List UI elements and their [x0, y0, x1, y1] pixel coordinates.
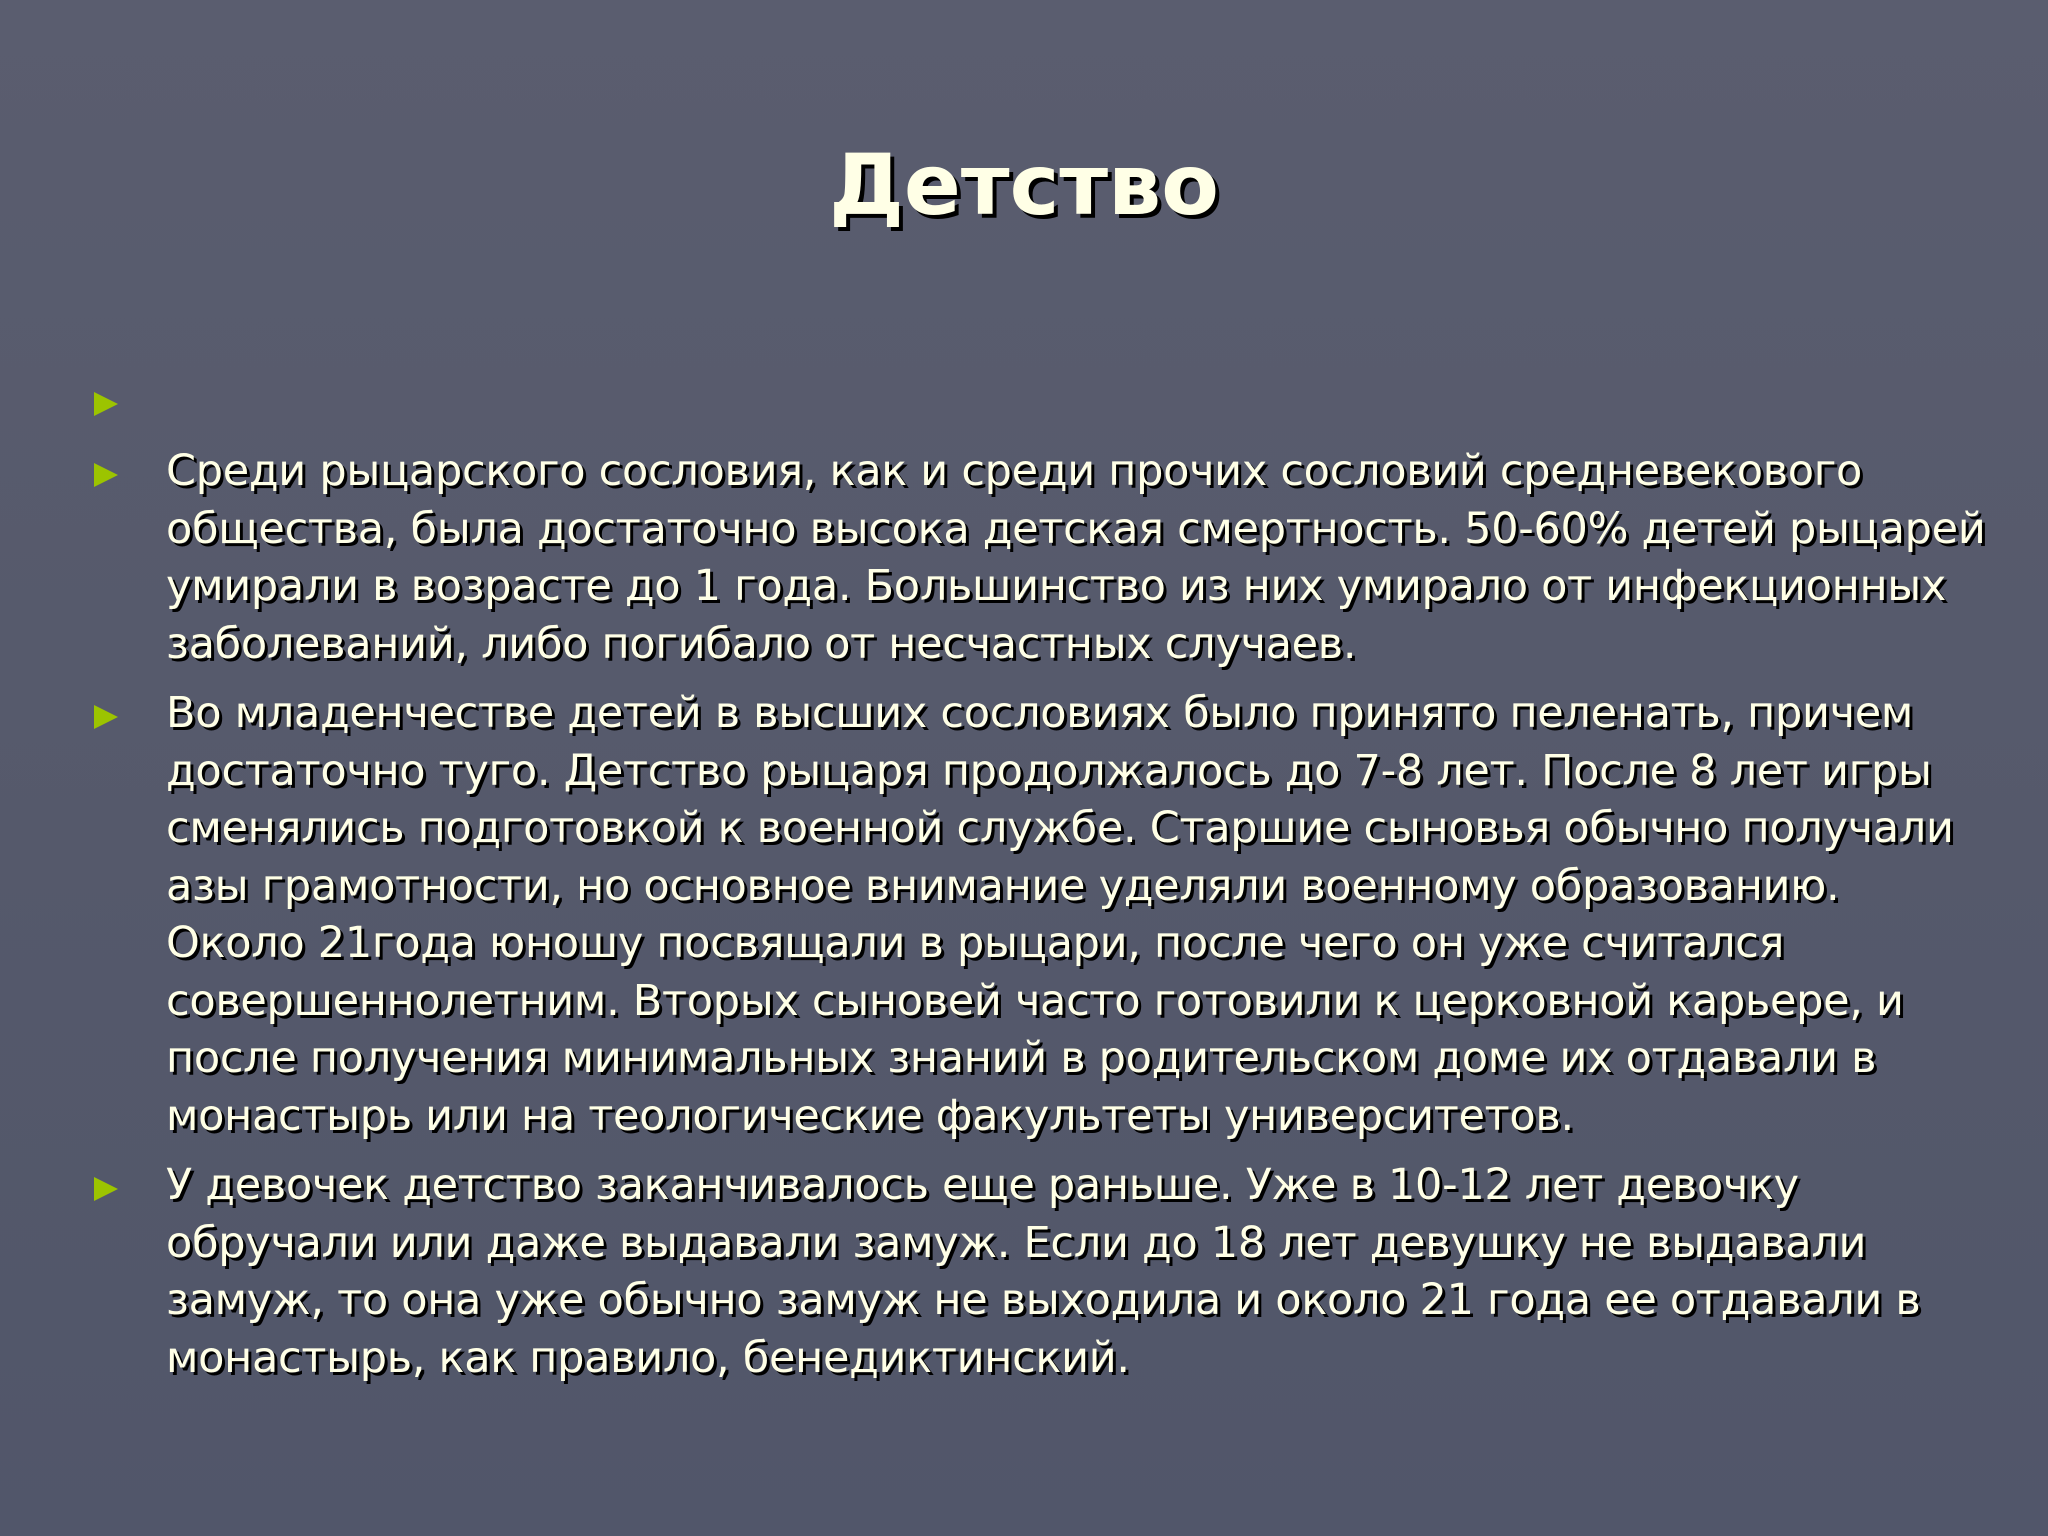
slide-title: Детство — [829, 136, 1219, 234]
bullet-text: У девочек детство заканчивалось еще раньше. Уже в 10-12 лет девочку обручали или даже выдавали замуж. Если до 18 лет девушку не выдавали замуж, то она уже обычно замуж не выходила и около 21 года ее отдавали в монастырь, как правило, бенедиктинский. — [166, 1160, 1921, 1383]
bullet-text: Среди рыцарского сословия, как и среди прочих сословий средневекового общества, была достаточно высока детская смертность. 50-60% детей рыцарей умирали в возрасте до 1 года. Большинство из них умирало от инфекционных заболеваний, либо погибало от несчастных случаев. — [166, 446, 1986, 669]
list-item-empty — [90, 372, 1990, 429]
bullet-arrow-icon — [94, 463, 118, 487]
list-item — [90, 1157, 1990, 1387]
list-item — [90, 685, 1990, 1145]
bullet-text: Во младенчестве детей в высших сословиях было принято пеленать, причем достаточно туго. Детство рыцаря продолжалось до 7-8 лет. После 8 лет игры сменялись подготовкой к военной службе. Старшие сыновья обычно получали азы грамотности, но основное внимание уделяли военному образованию. Около 21года юношу посвящали в рыцари, после чего он уже считался совершеннолетним. Вторых сыновей часто готовили к церковной карьере, и после получения минимальных знаний в родительском доме их отдавали в монастырь или на теологические факультеты университетов. — [166, 688, 1954, 1141]
bullet-arrow-icon — [94, 705, 118, 729]
bullet-list — [90, 372, 1990, 1399]
bullet-arrow-icon — [94, 392, 118, 416]
list-item — [90, 443, 1990, 673]
bullet-arrow-icon — [94, 1177, 118, 1201]
